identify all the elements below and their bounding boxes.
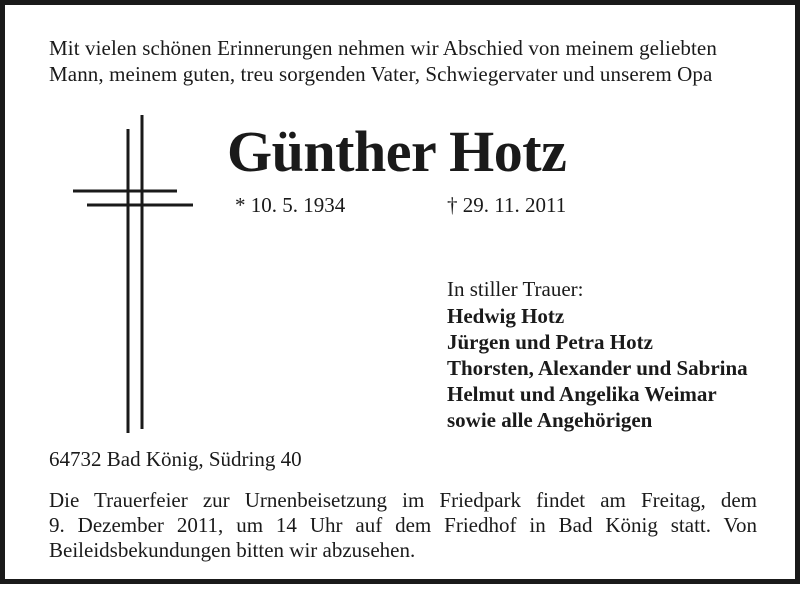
intro-line-2: Mann, meinem guten, treu sorgenden Vater, Schwiegervater und unserem Opa	[49, 62, 713, 86]
mourner-name: sowie alle Angehörigen	[447, 408, 653, 432]
deceased-name: Günther Hotz	[227, 119, 567, 184]
death-date: † 29. 11. 2011	[447, 193, 567, 217]
mourner-name: Thorsten, Alexander und Sabrina	[447, 356, 748, 380]
birth-date: * 10. 5. 1934	[235, 193, 346, 217]
mourners-heading: In stiller Trauer:	[447, 277, 584, 301]
intro-line-1: Mit vielen schönen Erinnerungen nehmen wir Abschied von meinem geliebten	[49, 36, 717, 60]
ceremony-line-2: 9. Dezember 2011, um 14 Uhr auf dem Friedhof in Bad König statt. Von	[49, 513, 757, 537]
mourner-name: Helmut und Angelika Weimar	[447, 382, 717, 406]
ceremony-info	[49, 488, 757, 563]
ceremony-line-1: Die Trauerfeier zur Urnenbeisetzung im Friedpark findet am Freitag, dem	[49, 488, 757, 512]
mourners-block	[447, 275, 787, 433]
intro-text	[49, 35, 769, 87]
address: 64732 Bad König, Südring 40	[49, 447, 302, 471]
mourner-name: Hedwig Hotz	[447, 304, 565, 328]
ceremony-line-3: Beileidsbekundungen bitten wir abzusehen.	[49, 538, 416, 562]
mourner-name: Jürgen und Petra Hotz	[447, 330, 653, 354]
